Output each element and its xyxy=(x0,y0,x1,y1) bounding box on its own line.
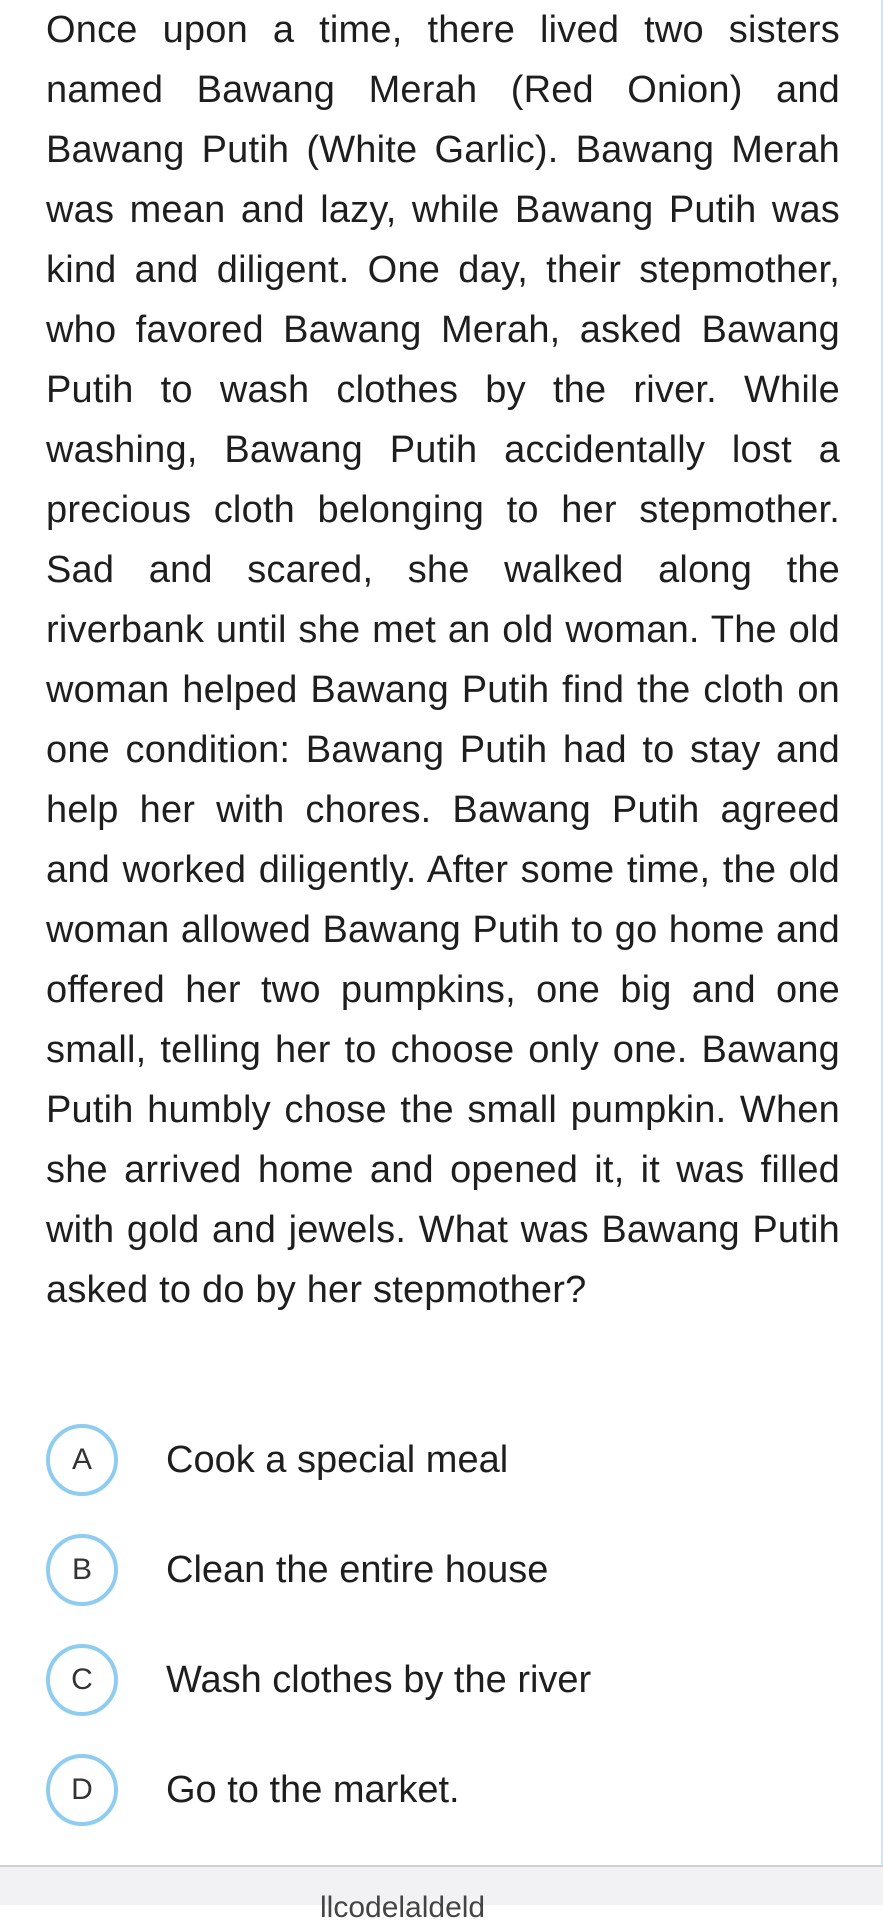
option-b-text: Clean the entire house xyxy=(166,1548,549,1591)
option-c-badge: C xyxy=(46,1644,118,1716)
option-a[interactable] xyxy=(46,1420,846,1500)
option-d[interactable] xyxy=(46,1750,846,1830)
option-d-badge: D xyxy=(46,1754,118,1826)
option-c-text: Wash clothes by the river xyxy=(166,1658,592,1701)
option-a-text: Cook a special meal xyxy=(166,1438,509,1481)
option-d-text: Go to the market. xyxy=(166,1768,460,1811)
question-passage: Once upon a time, there lived two sisters named Bawang Merah (Red Onion) and Bawang Putih (White Garlic). Bawang Merah was mean and lazy, while Bawang Putih was kind and diligent. One day, their stepmother, who favored Bawang Merah, asked Bawang Putih to wash clothes by the river. While washing, Bawang Putih accidentally lost a precious cloth belonging to her stepmother. Sad and scared, she walked along the riverbank until she met an old woman. The old woman helped Bawang Putih find the cloth on one condition: Bawang Putih had to stay and help her with chores. Bawang Putih agreed and worked diligently. After some time, the old woman allowed Bawang Putih to go home and offered her two pumpkins, one big and one small, telling her to choose only one. Bawang Putih humbly chose the small pumpkin. When she arrived home and opened it, it was filled with gold and jewels. What was Bawang Putih asked to do by her stepmother? xyxy=(46,9,840,1311)
option-c[interactable] xyxy=(46,1640,846,1720)
option-b-badge: B xyxy=(46,1534,118,1606)
footer-text: llcodelaldeld xyxy=(320,1891,486,1924)
option-b[interactable] xyxy=(46,1530,846,1610)
option-a-badge: A xyxy=(46,1424,118,1496)
footer-bar xyxy=(0,1865,883,1924)
